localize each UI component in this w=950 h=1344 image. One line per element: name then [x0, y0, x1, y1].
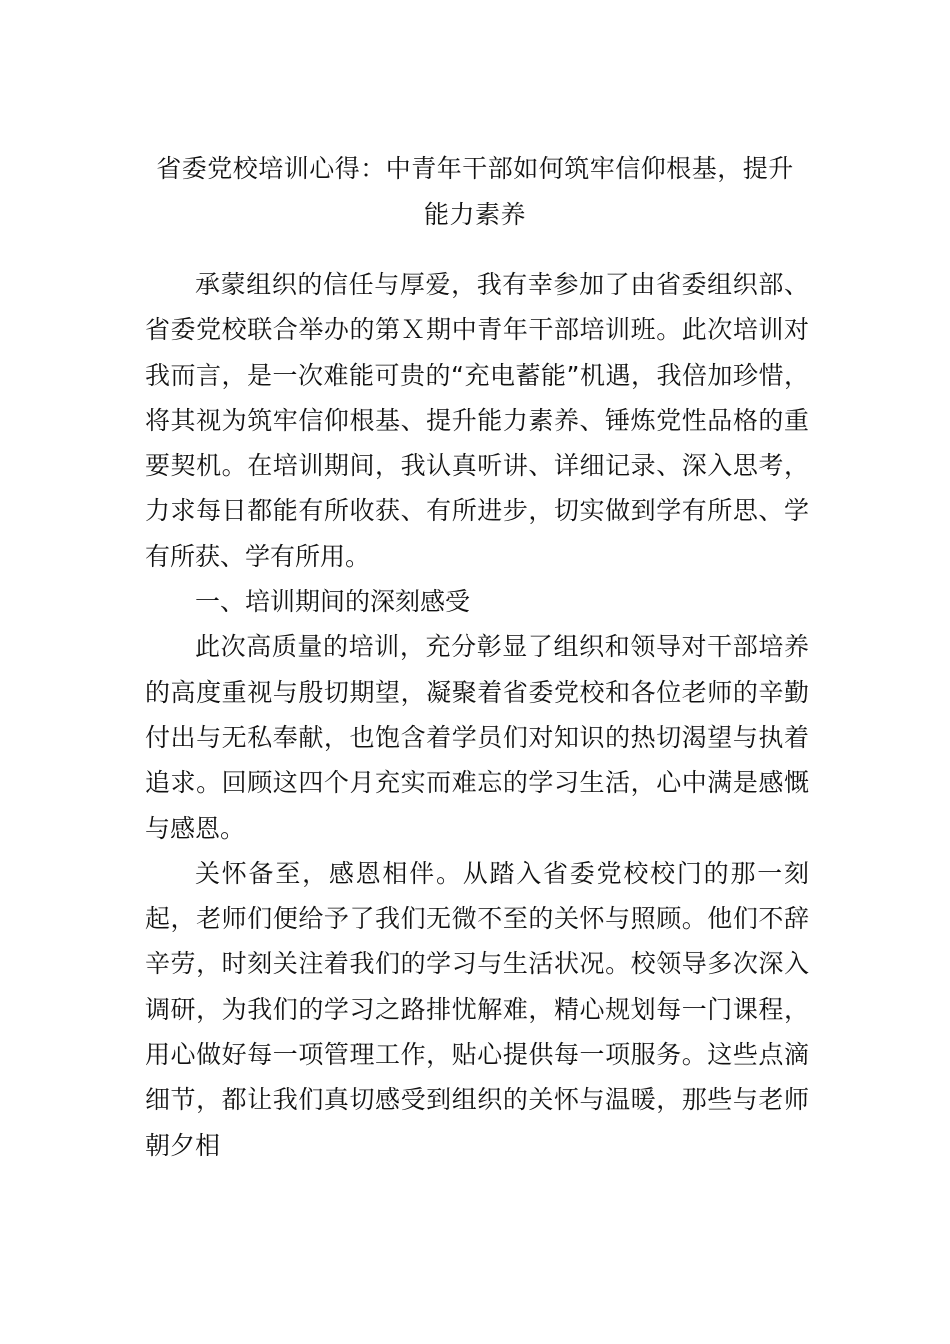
- section-heading: 一、培训期间的深刻感受: [195, 587, 471, 617]
- paragraph-feelings: 此次高质量的培训，充分彰显了组织和领导对干部培养的高度重视与殷切期望，凝聚着省委党校和各位老师的辛勤付出与无私奉献，也饱含着学员们对知识的热切渴望与执着追求。回顾这四个月充实而难忘的学习生活，心中满是感慨与感恩。: [145, 632, 809, 843]
- title-line-2: 能力素养: [423, 200, 526, 229]
- title-line-1: 省委党校培训心得：中青年干部如何筑牢信仰根基，提升: [156, 154, 794, 183]
- paragraph-care: 关怀备至，感恩相伴。从踏入省委党校校门的那一刻起，老师们便给予了我们无微不至的关怀与照顾。他们不辞辛劳，时刻关注着我们的学习与生活状况。校领导多次深入调研，为我们的学习之路排忧解难，精心规划每一门课程，用心做好每一项管理工作，贴心提供每一项服务。这些点滴细节，都让我们真切感受到组织的关怀与温暖，那些与老师朝夕相: [145, 858, 809, 1160]
- paragraph-intro: 承蒙组织的信任与厚爱，我有幸参加了由省委组织部、省委党校联合举办的第Ｘ期中青年干部培训班。此次培训对我而言，是一次难能可贵的“充电蓄能”机遇，我倍加珍惜，将其视为筑牢信仰根基、提升能力素养、锤炼党性品格的重要契机。在培训期间，我认真听讲、详细记录、深入思考，力求每日都能有所收获、有所进步，切实做到学有所思、学有所获、学有所用。: [145, 270, 809, 571]
- document-title: [145, 146, 805, 238]
- document-body: [145, 262, 809, 1168]
